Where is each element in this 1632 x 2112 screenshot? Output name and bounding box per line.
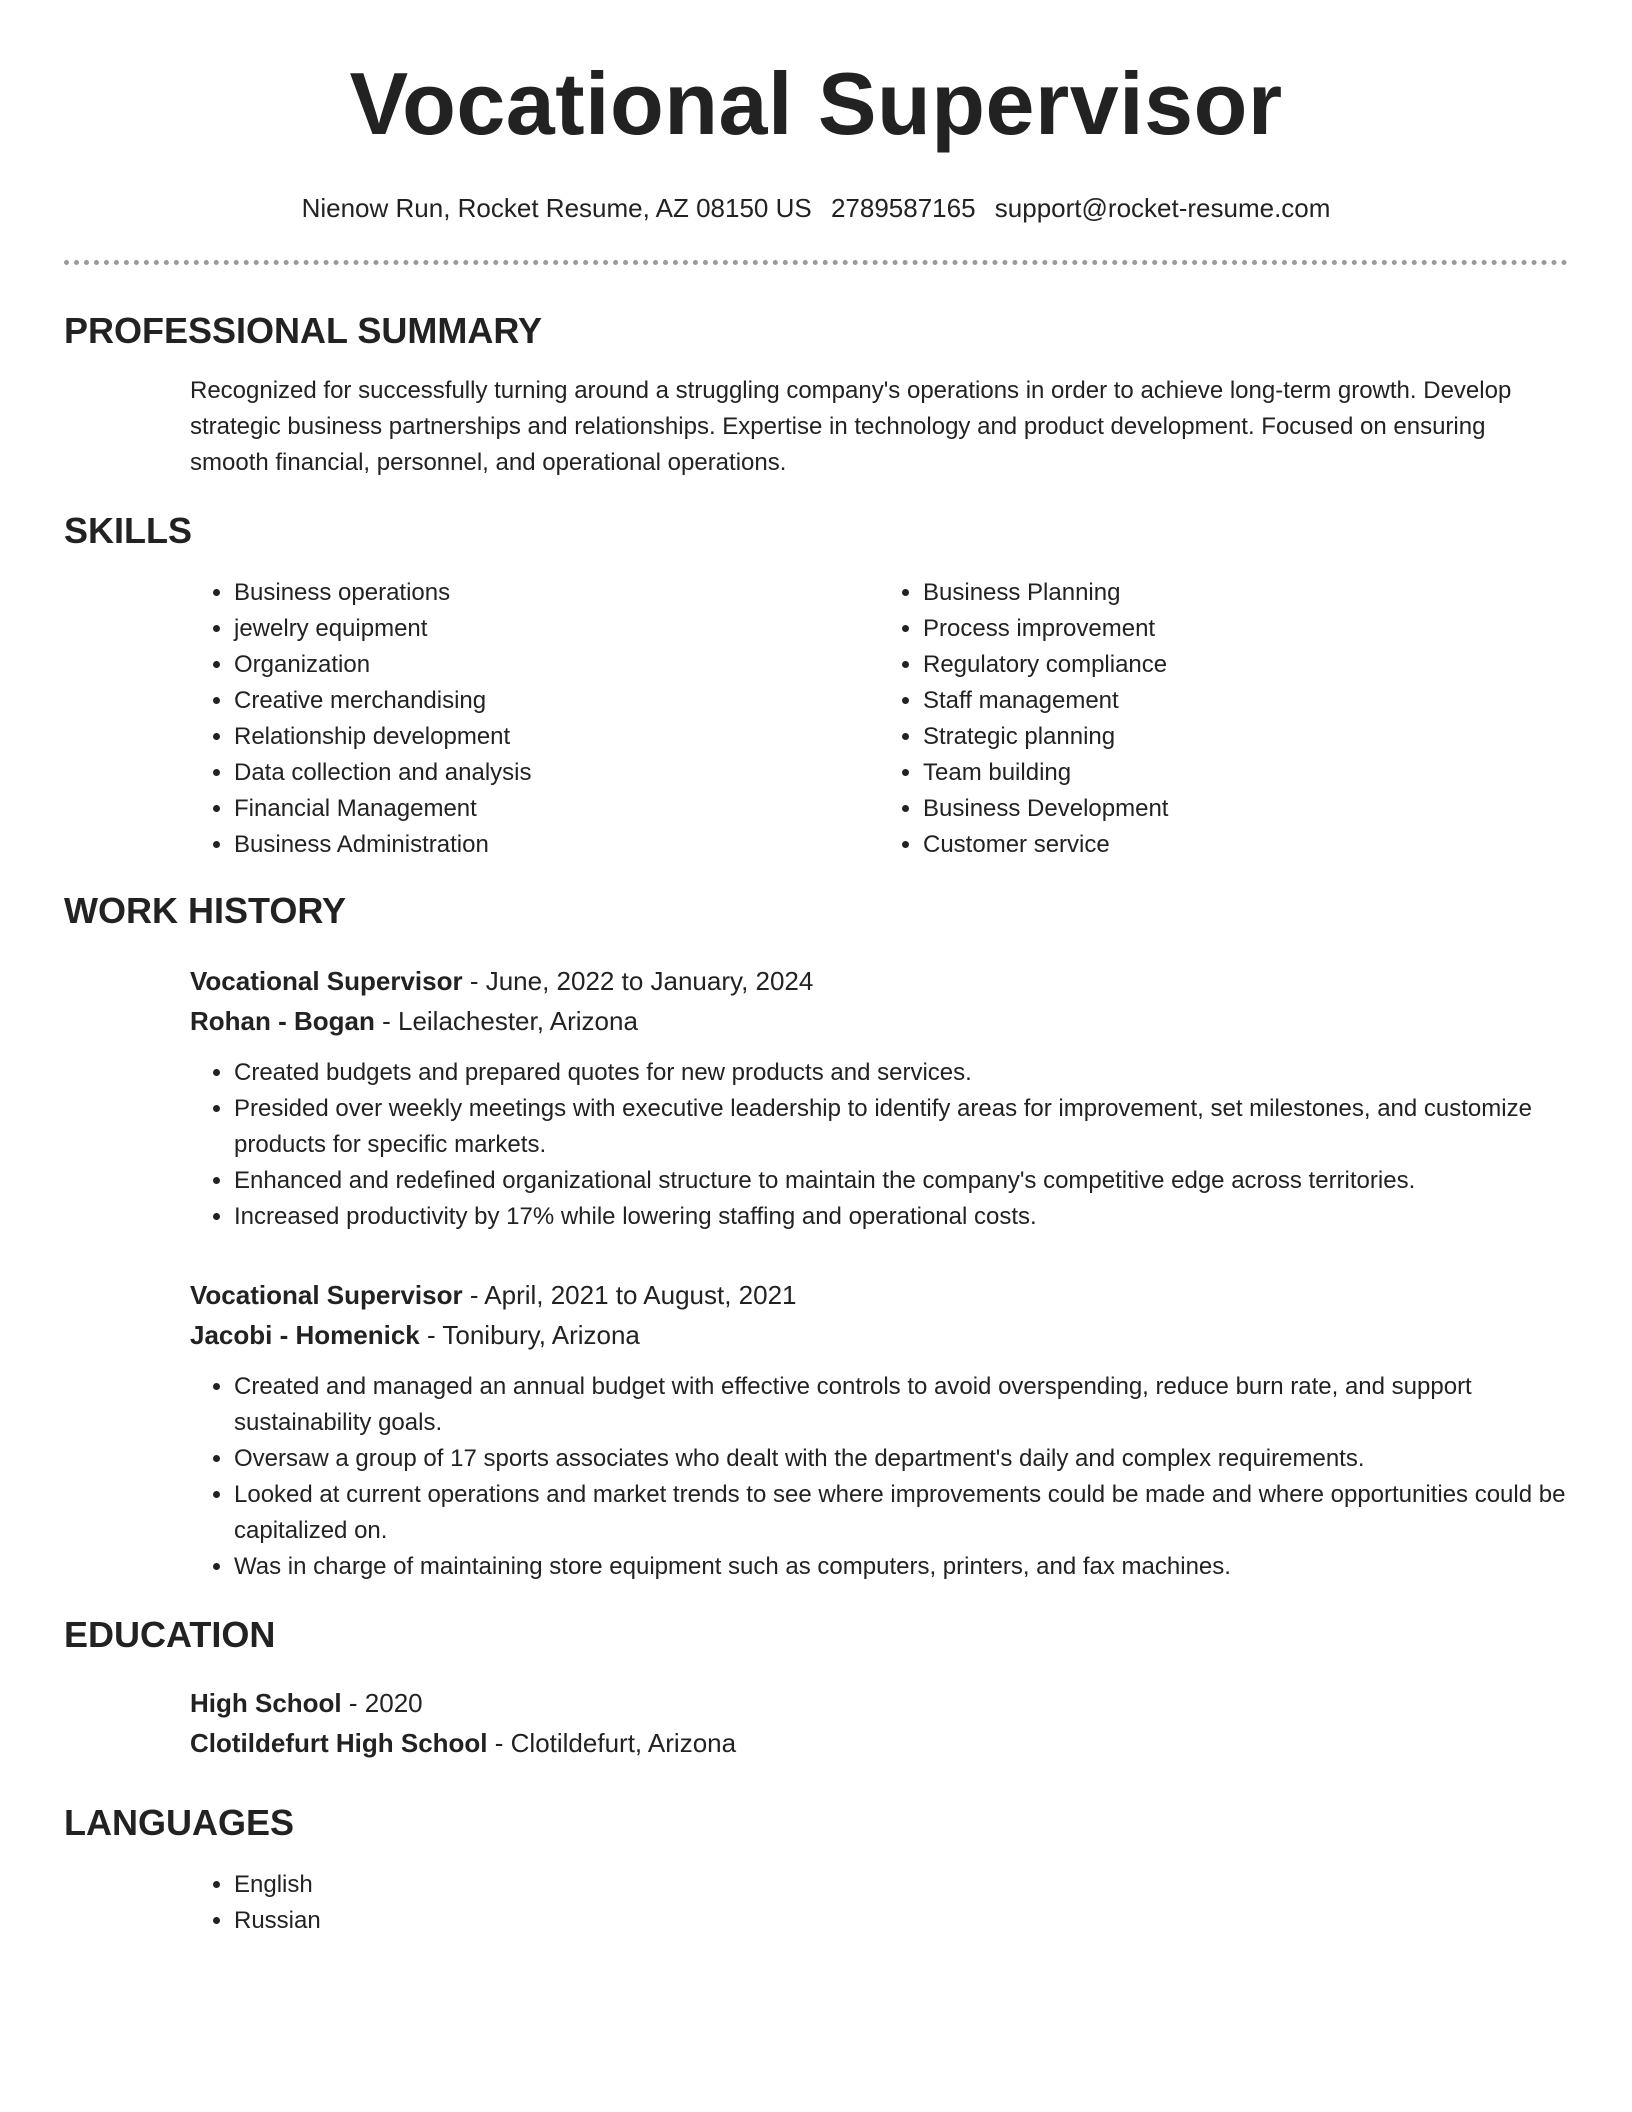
skill-item: • Regulatory compliance [923, 647, 1568, 683]
job-bullets [190, 1369, 1568, 1585]
job-company: Jacobi - Homenick [190, 1320, 420, 1350]
language-item: • English [234, 1867, 1568, 1903]
job-bullet: • Oversaw a group of 17 sports associates who dealt with the department's daily and complex requirements. [234, 1441, 1568, 1477]
skill-item: • Business Planning [923, 575, 1568, 611]
contact-phone: 2789587165 [830, 193, 976, 223]
summary-text: Recognized for successfully turning around a struggling company's operations in order to achieve long-term growth. Develop strategic business partnerships and relationships. Expertise in technology and product development. Focused on ensuring smooth financial, personnel, and operational operations. [190, 377, 1512, 476]
skill-item: • Financial Management [234, 791, 879, 827]
job-bullet: • Was in charge of maintaining store equipment such as computers, printers, and fax machines. [234, 1549, 1568, 1585]
skill-item: • Organization [234, 647, 879, 683]
job-title-line [190, 1275, 1568, 1315]
job-company: Rohan - Bogan [190, 1006, 375, 1036]
job-bullet: • Presided over weekly meetings with executive leadership to identify areas for improvement, set milestones, and customize products for specific markets. [234, 1091, 1568, 1163]
job-bullet: • Looked at current operations and market trends to see where improvements could be made and where opportunities could be capitalized on. [234, 1477, 1568, 1549]
education-degree: High School [190, 1688, 342, 1718]
job-company-line [190, 1001, 1568, 1041]
education-entry [190, 1683, 1568, 1763]
job-role: Vocational Supervisor [190, 1280, 463, 1310]
skills-column-left [190, 575, 879, 863]
education-heading: EDUCATION [64, 1614, 276, 1655]
skill-item: • Strategic planning [923, 719, 1568, 755]
summary-heading: PROFESSIONAL SUMMARY [64, 310, 543, 351]
job-location: - Tonibury, Arizona [419, 1320, 640, 1350]
job-bullet: • Increased productivity by 17% while lowering staffing and operational costs. [234, 1199, 1568, 1235]
skill-item: • Relationship development [234, 719, 879, 755]
skills-column-right [879, 575, 1568, 863]
job-bullet: • Created budgets and prepared quotes for new products and services. [234, 1055, 1568, 1091]
skill-item: • Customer service [923, 827, 1568, 863]
skill-item: • Business operations [234, 575, 879, 611]
header-divider [64, 260, 1568, 265]
work-history-heading: WORK HISTORY [64, 890, 347, 931]
job-role: Vocational Supervisor [190, 966, 463, 996]
skill-item: • Business Administration [234, 827, 879, 863]
education-school-line [190, 1723, 1568, 1763]
contact-line [64, 192, 1568, 224]
skill-item: • Data collection and analysis [234, 755, 879, 791]
education-degree-line [190, 1683, 1568, 1723]
skills-grid [190, 575, 1568, 863]
job-entry [190, 961, 1568, 1235]
skill-item: • jewelry equipment [234, 611, 879, 647]
skills-heading: SKILLS [64, 510, 193, 551]
skill-item: • Creative merchandising [234, 683, 879, 719]
language-item: • Russian [234, 1903, 1568, 1939]
skill-item: • Team building [923, 755, 1568, 791]
job-entry [190, 1275, 1568, 1585]
job-bullet: • Enhanced and redefined organizational structure to maintain the company's competitive edge across territories. [234, 1163, 1568, 1199]
languages-body [190, 1867, 1568, 1939]
skill-item: • Process improvement [923, 611, 1568, 647]
job-bullet: • Created and managed an annual budget with effective controls to avoid overspending, reduce burn rate, and support sustainability goals. [234, 1369, 1568, 1441]
languages-heading: LANGUAGES [64, 1802, 295, 1843]
job-location: - Leilachester, Arizona [374, 1006, 638, 1036]
education-year: - 2020 [341, 1688, 423, 1718]
job-dates: - April, 2021 to August, 2021 [462, 1280, 797, 1310]
job-dates: - June, 2022 to January, 2024 [462, 966, 814, 996]
education-school: Clotildefurt High School [190, 1728, 488, 1758]
job-bullets [190, 1055, 1568, 1235]
job-title-line [190, 961, 1568, 1001]
resume-name: Vocational Supervisor [349, 54, 1283, 153]
contact-email: support@rocket-resume.com [994, 193, 1331, 223]
job-company-line [190, 1315, 1568, 1355]
skill-item: • Staff management [923, 683, 1568, 719]
skill-item: • Business Development [923, 791, 1568, 827]
languages-list [190, 1867, 1568, 1939]
education-location: - Clotildefurt, Arizona [487, 1728, 737, 1758]
contact-address: Nienow Run, Rocket Resume, AZ 08150 US [301, 193, 812, 223]
